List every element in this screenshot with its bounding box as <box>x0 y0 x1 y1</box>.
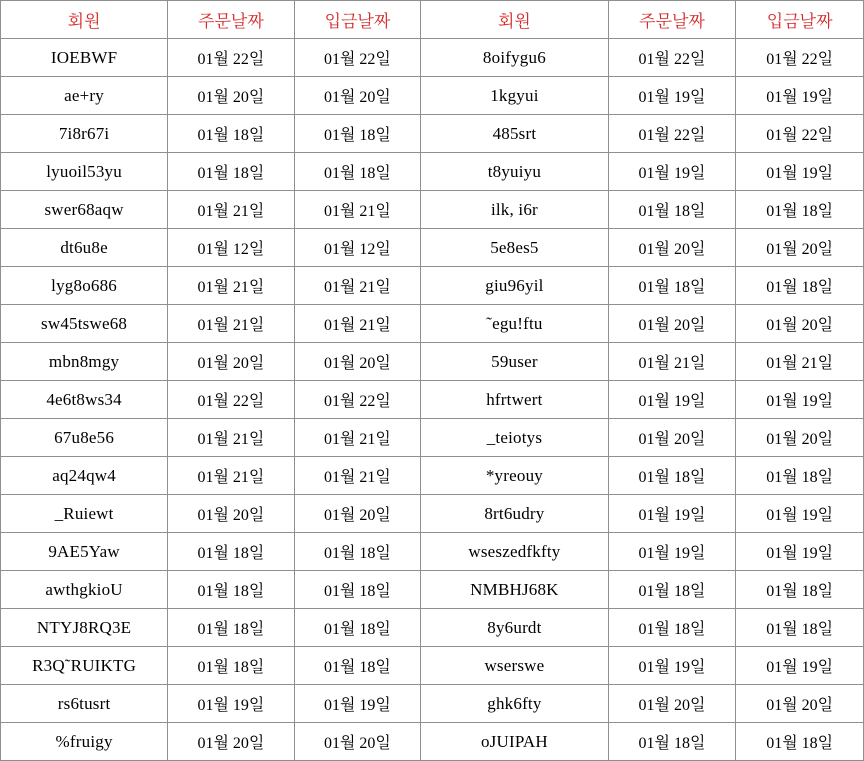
table-row <box>1 723 864 761</box>
table-row <box>1 153 864 191</box>
order-date-cell: 01월 18일 <box>168 609 295 647</box>
table-row <box>1 39 864 77</box>
payment-date-cell: 01월 19일 <box>294 685 421 723</box>
order-date-cell: 01월 20일 <box>608 685 736 723</box>
payment-date-cell: 01월 20일 <box>294 495 421 533</box>
member-name-cell: 8oifygu6 <box>421 39 609 77</box>
member-name-cell: 4e6t8ws34 <box>1 381 168 419</box>
order-date-cell: 01월 22일 <box>608 115 736 153</box>
order-date-cell: 01월 18일 <box>168 115 295 153</box>
member-name-cell: giu96yil <box>421 267 609 305</box>
order-date-cell: 01월 19일 <box>608 495 736 533</box>
payment-date-cell: 01월 22일 <box>736 39 864 77</box>
payment-date-cell: 01월 18일 <box>294 571 421 609</box>
order-date-cell: 01월 18일 <box>608 457 736 495</box>
order-date-cell: 01월 20일 <box>168 77 295 115</box>
payment-date-cell: 01월 18일 <box>294 609 421 647</box>
payment-date-cell: 01월 18일 <box>294 647 421 685</box>
payment-date-cell: 01월 20일 <box>736 685 864 723</box>
payment-date-cell: 01월 20일 <box>294 343 421 381</box>
table-row <box>1 571 864 609</box>
order-date-cell: 01월 18일 <box>608 571 736 609</box>
order-date-cell: 01월 20일 <box>608 229 736 267</box>
order-date-cell: 01월 18일 <box>608 267 736 305</box>
column-header-order-date-right: 주문날짜 <box>608 1 736 39</box>
payment-date-cell: 01월 18일 <box>736 191 864 229</box>
table-row <box>1 191 864 229</box>
payment-date-cell: 01월 21일 <box>294 191 421 229</box>
order-date-cell: 01월 21일 <box>608 343 736 381</box>
order-date-cell: 01월 21일 <box>168 305 295 343</box>
member-name-cell: 7i8r67i <box>1 115 168 153</box>
order-date-cell: 01월 20일 <box>168 343 295 381</box>
order-date-cell: 01월 19일 <box>168 685 295 723</box>
order-date-cell: 01월 22일 <box>168 381 295 419</box>
table-row <box>1 305 864 343</box>
order-date-cell: 01월 22일 <box>608 39 736 77</box>
table-row <box>1 609 864 647</box>
member-name-cell: ae+ry <box>1 77 168 115</box>
order-date-cell: 01월 18일 <box>168 571 295 609</box>
payment-date-cell: 01월 19일 <box>736 533 864 571</box>
payment-date-cell: 01월 18일 <box>736 723 864 761</box>
payment-date-cell: 01월 18일 <box>294 153 421 191</box>
member-name-cell: aq24qw4 <box>1 457 168 495</box>
order-date-cell: 01월 18일 <box>608 609 736 647</box>
payment-date-cell: 01월 20일 <box>294 723 421 761</box>
order-date-cell: 01월 19일 <box>608 647 736 685</box>
payment-date-cell: 01월 18일 <box>736 609 864 647</box>
order-date-cell: 01월 18일 <box>168 533 295 571</box>
payment-date-cell: 01월 21일 <box>294 267 421 305</box>
order-date-cell: 01월 12일 <box>168 229 295 267</box>
member-name-cell: sw45tswe68 <box>1 305 168 343</box>
member-name-cell: R3Q˜RUIKTG <box>1 647 168 685</box>
member-name-cell: awthgkioU <box>1 571 168 609</box>
member-name-cell: *yreouy <box>421 457 609 495</box>
payment-date-cell: 01월 22일 <box>294 381 421 419</box>
order-date-cell: 01월 22일 <box>168 39 295 77</box>
member-name-cell: 59user <box>421 343 609 381</box>
member-name-cell: swer68aqw <box>1 191 168 229</box>
payment-date-cell: 01월 21일 <box>294 419 421 457</box>
order-date-cell: 01월 19일 <box>608 153 736 191</box>
payment-date-cell: 01월 18일 <box>736 457 864 495</box>
table-row <box>1 267 864 305</box>
payment-date-cell: 01월 19일 <box>736 77 864 115</box>
payment-date-cell: 01월 18일 <box>736 267 864 305</box>
order-date-cell: 01월 18일 <box>608 723 736 761</box>
order-date-cell: 01월 19일 <box>608 533 736 571</box>
table-row <box>1 647 864 685</box>
table-header <box>1 1 864 39</box>
member-name-cell: 8rt6udry <box>421 495 609 533</box>
member-name-cell: dt6u8e <box>1 229 168 267</box>
table-row <box>1 457 864 495</box>
table-row <box>1 495 864 533</box>
order-date-cell: 01월 18일 <box>168 647 295 685</box>
member-name-cell: wserswe <box>421 647 609 685</box>
member-name-cell: IOEBWF <box>1 39 168 77</box>
order-date-cell: 01월 18일 <box>168 153 295 191</box>
column-header-member-right: 회원 <box>421 1 609 39</box>
order-date-cell: 01월 21일 <box>168 191 295 229</box>
header-row <box>1 1 864 39</box>
member-name-cell: ilk, i6r <box>421 191 609 229</box>
payment-date-cell: 01월 19일 <box>736 495 864 533</box>
payment-date-cell: 01월 21일 <box>294 457 421 495</box>
payment-date-cell: 01월 20일 <box>736 229 864 267</box>
column-header-payment-date-right: 입금날짜 <box>736 1 864 39</box>
member-name-cell: NTYJ8RQ3E <box>1 609 168 647</box>
member-name-cell: hfrtwert <box>421 381 609 419</box>
member-name-cell: 485srt <box>421 115 609 153</box>
table-row <box>1 115 864 153</box>
member-name-cell: 9AE5Yaw <box>1 533 168 571</box>
payment-date-cell: 01월 20일 <box>736 419 864 457</box>
order-date-cell: 01월 20일 <box>608 419 736 457</box>
payment-date-cell: 01월 18일 <box>736 571 864 609</box>
order-date-cell: 01월 19일 <box>608 381 736 419</box>
payment-date-cell: 01월 18일 <box>294 533 421 571</box>
table-row <box>1 77 864 115</box>
payment-date-cell: 01월 22일 <box>736 115 864 153</box>
member-name-cell: lyg8o686 <box>1 267 168 305</box>
member-name-cell: t8yuiyu <box>421 153 609 191</box>
payment-date-cell: 01월 22일 <box>294 39 421 77</box>
table-body <box>1 39 864 761</box>
payment-date-cell: 01월 12일 <box>294 229 421 267</box>
order-date-cell: 01월 21일 <box>168 457 295 495</box>
order-date-cell: 01월 20일 <box>608 305 736 343</box>
member-name-cell: 1kgyui <box>421 77 609 115</box>
payment-date-cell: 01월 20일 <box>736 305 864 343</box>
member-name-cell: oJUIPAH <box>421 723 609 761</box>
order-date-cell: 01월 20일 <box>168 495 295 533</box>
table-row <box>1 685 864 723</box>
column-header-member-left: 회원 <box>1 1 168 39</box>
member-name-cell: mbn8mgy <box>1 343 168 381</box>
payment-date-cell: 01월 19일 <box>736 153 864 191</box>
member-name-cell: 5e8es5 <box>421 229 609 267</box>
order-date-cell: 01월 18일 <box>608 191 736 229</box>
column-header-order-date-left: 주문날짜 <box>168 1 295 39</box>
payment-date-cell: 01월 21일 <box>294 305 421 343</box>
member-name-cell: 67u8e56 <box>1 419 168 457</box>
order-date-cell: 01월 19일 <box>608 77 736 115</box>
payment-date-cell: 01월 19일 <box>736 381 864 419</box>
member-name-cell: _teiotys <box>421 419 609 457</box>
table-row <box>1 381 864 419</box>
member-name-cell: lyuoil53yu <box>1 153 168 191</box>
payment-date-cell: 01월 19일 <box>736 647 864 685</box>
member-name-cell: %fruigy <box>1 723 168 761</box>
column-header-payment-date-left: 입금날짜 <box>294 1 421 39</box>
member-name-cell: wseszedfkfty <box>421 533 609 571</box>
member-name-cell: _Ruiewt <box>1 495 168 533</box>
member-name-cell: rs6tusrt <box>1 685 168 723</box>
table-row <box>1 419 864 457</box>
member-name-cell: 8y6urdt <box>421 609 609 647</box>
order-date-cell: 01월 20일 <box>168 723 295 761</box>
table-row <box>1 229 864 267</box>
payment-date-cell: 01월 21일 <box>736 343 864 381</box>
member-name-cell: NMBHJ68K <box>421 571 609 609</box>
member-name-cell: ˜egu!ftu <box>421 305 609 343</box>
table-row <box>1 343 864 381</box>
payment-date-cell: 01월 18일 <box>294 115 421 153</box>
order-date-cell: 01월 21일 <box>168 419 295 457</box>
order-date-cell: 01월 21일 <box>168 267 295 305</box>
payment-date-cell: 01월 20일 <box>294 77 421 115</box>
member-name-cell: ghk6fty <box>421 685 609 723</box>
table-row <box>1 533 864 571</box>
